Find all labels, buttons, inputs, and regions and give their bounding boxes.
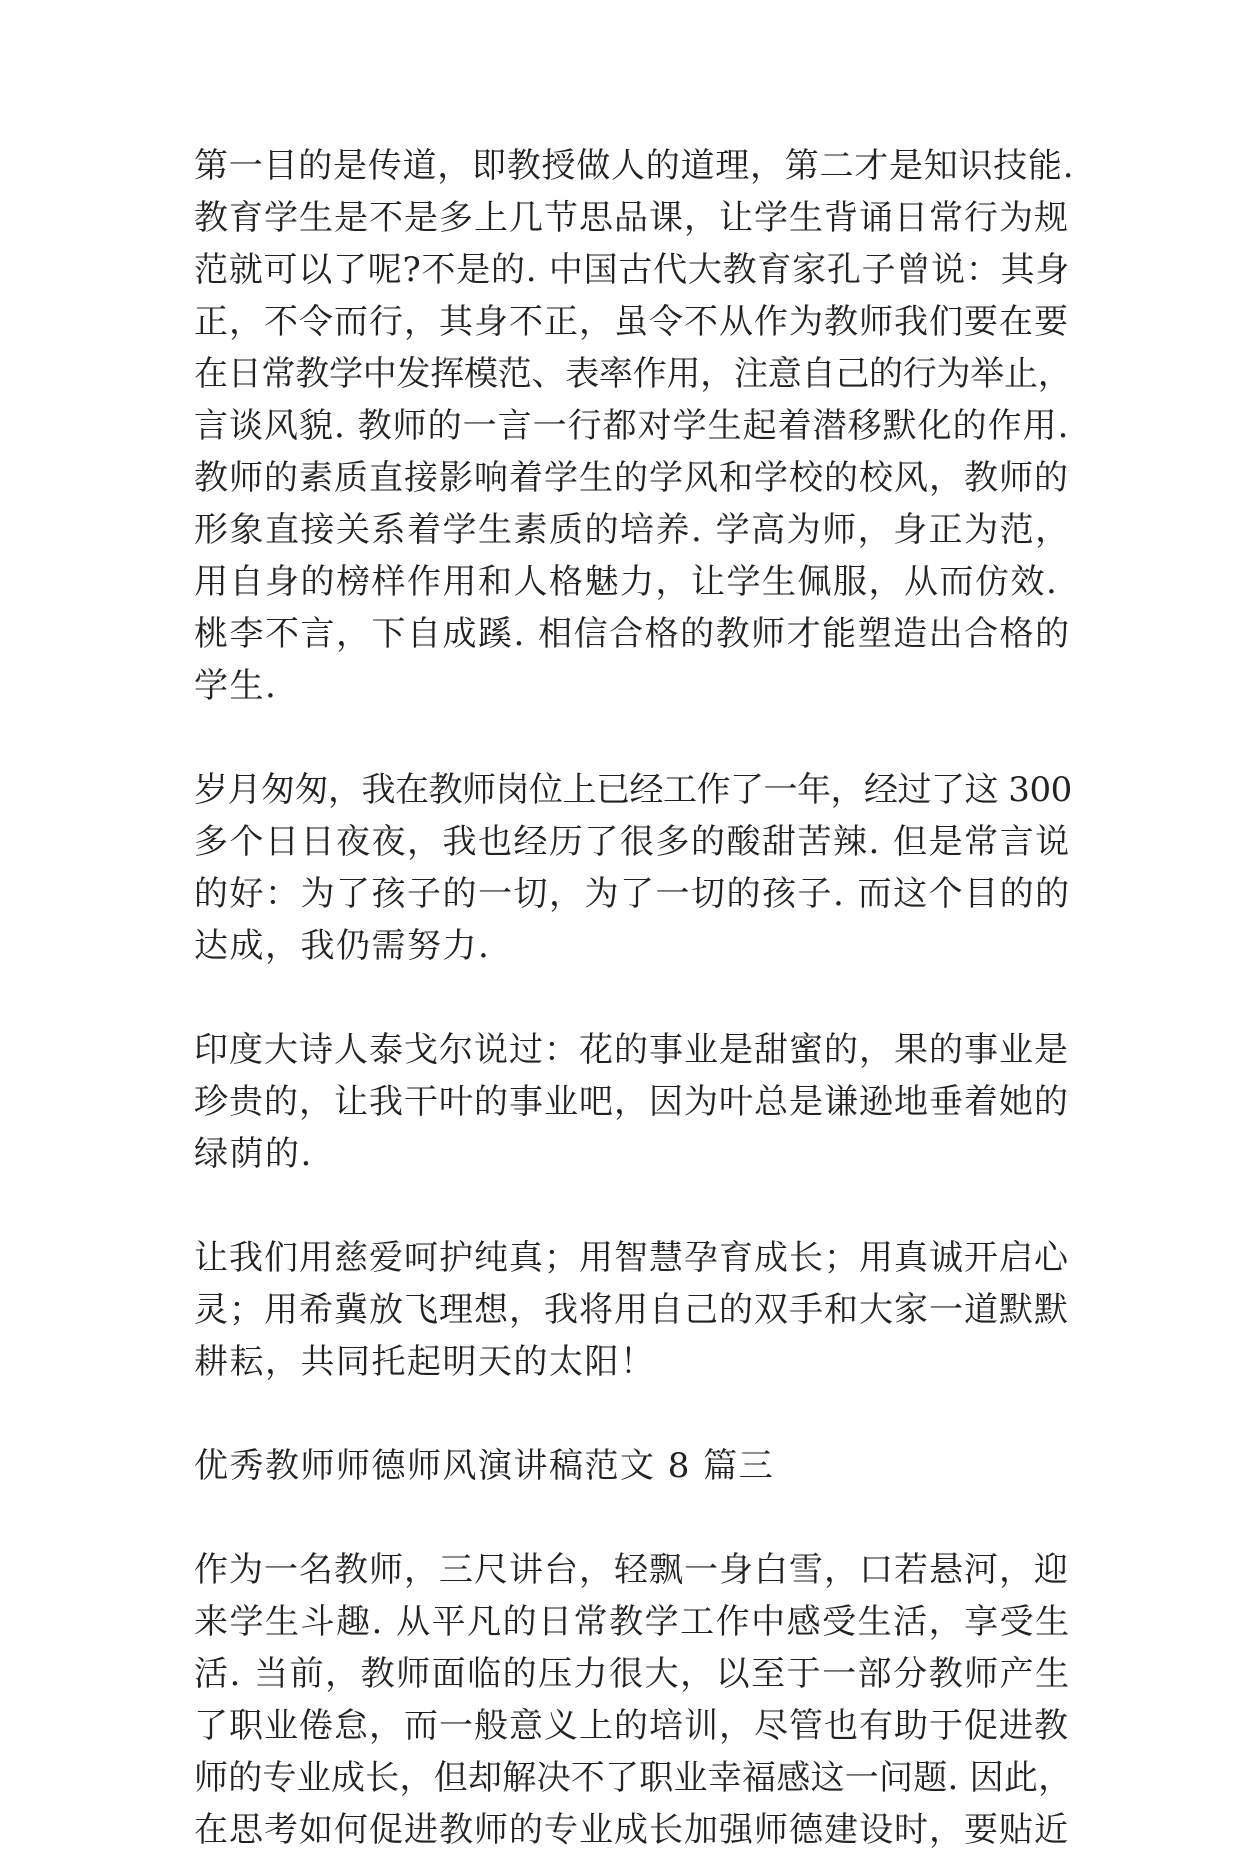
text-line: 让我们用慈爱呵护纯真；用智慧孕育成长；用真诚开启心 [194,1238,1069,1278]
heading-text: 优秀教师师德师风演讲稿范文 8 篇三 [194,1446,775,1486]
paragraph-one-year [194,764,1074,972]
text-line: 言谈风貌. 教师的一言一行都对学生起着潜移默化的作用. [194,406,1070,446]
text-line: 第一目的是传道，即教授做人的道理，第二才是知识技能. [194,146,1075,186]
section-heading [194,1440,1074,1492]
text-line: 在思考如何促进教师的专业成长加强师德建设时，要贴近 [194,1810,1069,1850]
text-line: 珍贵的，让我干叶的事业吧，因为叶总是谦逊地垂着她的 [194,1082,1069,1122]
document-body [194,140,1074,1856]
text-line: 教师的素质直接影响着学生的学风和学校的校风，教师的 [194,458,1069,498]
text-line: 师的专业成长，但却解决不了职业幸福感这一问题. 因此， [194,1758,1073,1798]
text-line: 了职业倦怠，而一般意义上的培训，尽管也有助于促进教 [194,1706,1069,1746]
text-line: 来学生斗趣. 从平凡的日常教学工作中感受生活，享受生 [194,1602,1071,1642]
text-line: 形象直接关系着学生素质的培养. 学高为师，身正为范， [194,510,1071,550]
text-line: 正，不令而行，其身不正，虽令不从作为教师我们要在要 [194,302,1069,342]
text-line: 范就可以了呢?不是的. 中国古代大教育家孔子曾说：其身 [194,250,1071,290]
text-line: 岁月匆匆，我在教师岗位上已经工作了一年，经过了这 300 [194,770,1072,810]
text-line: 在日常教学中发挥模范、表率作用，注意自己的行为举止， [194,354,1072,394]
text-line: 绿荫的. [194,1134,313,1174]
text-line: 灵；用希冀放飞理想，我将用自己的双手和大家一道默默 [194,1290,1069,1330]
text-line: 活. 当前，教师面临的压力很大，以至于一部分教师产生 [194,1654,1071,1694]
paragraph-section-three [194,1544,1074,1856]
paragraph-tagore-quote [194,1024,1074,1180]
text-line: 多个日日夜夜，我也经历了很多的酸甜苦辣. 但是常言说 [194,822,1071,862]
paragraph-teacher-role [194,140,1074,712]
text-line: 教育学生是不是多上几节思品课，让学生背诵日常行为规 [194,198,1069,238]
text-line: 作为一名教师，三尺讲台，轻飘一身白雪，口若悬河，迎 [194,1550,1069,1590]
text-line: 的好：为了孩子的一切，为了一切的孩子. 而这个目的的 [194,874,1071,914]
text-line: 耕耘，共同托起明天的太阳！ [194,1342,656,1382]
text-line: 学生. [194,666,278,706]
paragraph-closing [194,1232,1074,1388]
text-line: 用自身的榜样作用和人格魅力，让学生佩服，从而仿效. [194,562,1059,602]
text-line: 印度大诗人泰戈尔说过：花的事业是甜蜜的，果的事业是 [194,1030,1069,1070]
text-line: 达成，我仍需努力. [194,926,491,966]
text-line: 桃李不言，下自成蹊. 相信合格的教师才能塑造出合格的 [194,614,1071,654]
